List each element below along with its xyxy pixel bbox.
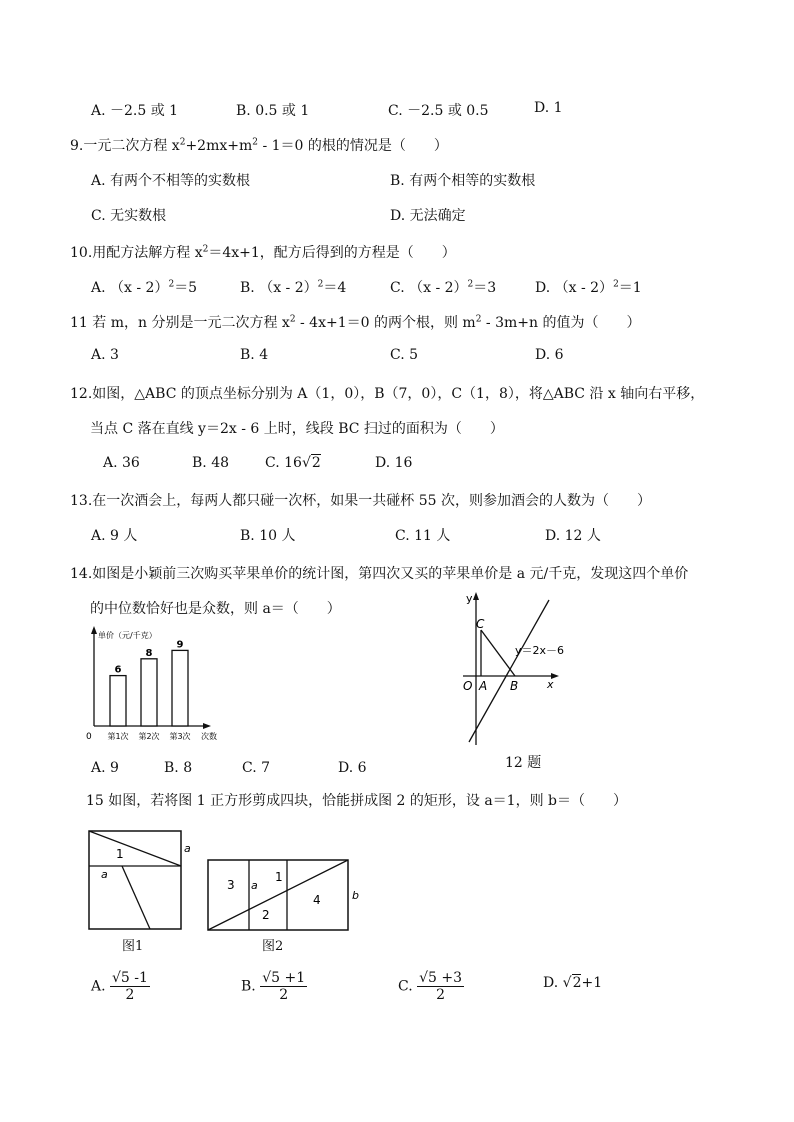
fig12-line-label: y＝2x－6 [515, 644, 565, 657]
q12-option-a: A. 36 [103, 455, 140, 471]
y-axis-arrow-icon [473, 592, 479, 600]
q13-option-a: A. 9 人 [91, 528, 138, 544]
q13-option-c: C. 11 人 [395, 528, 451, 544]
q10-stem: 10.用配方法解方程 $x^2=4x+1$，配方后得到的方程是（ ） [70, 244, 456, 261]
q9-option-c: C. 无实数根 [91, 208, 167, 224]
q9-stem: 9.一元二次方程 $x^2+2mx+m^2 - 1=0$ 的根的情况是（ ） [70, 137, 448, 154]
q11-option-d: D. 6 [535, 347, 564, 363]
chart-x-arrow-icon [203, 723, 211, 729]
fig12-c-label: C [476, 617, 485, 631]
chart-x-label: 次数 [201, 732, 217, 741]
q11-option-a: A. 3 [91, 347, 119, 363]
q12-option-c: C. 16√2 [265, 455, 321, 471]
q10-option-c: C. （x - 2）$^2$＝3 [390, 279, 497, 296]
q13-stem: 13.在一次酒会上，每两人都只碰一次杯，如果一共碰杯 55 次，则参加酒会的人数为（ ） [70, 493, 651, 509]
q10-option-d: D. （x - 2）$^2$＝1 [535, 279, 642, 296]
q14-option-b: B. 8 [164, 760, 193, 776]
fig2-piece-4-label: 4 [313, 893, 321, 907]
q12-coordinate-figure [455, 590, 585, 750]
fig2-b-side-label: b [352, 889, 359, 902]
q15-figure-1 [88, 830, 198, 940]
fig2-caption: 图2 [262, 939, 284, 954]
q13-option-d: D. 12 人 [545, 528, 601, 544]
fig12-x-label: x [547, 678, 554, 691]
fig12-o-label: O [463, 679, 473, 693]
q8-option-a: A. －2.5 或 1 [91, 103, 179, 119]
chart-category-label: 第2次 [138, 732, 160, 741]
fig1-diagonal-cut-bottom [122, 866, 150, 929]
q14-stem-line2: 的中位数恰好也是众数，则 a＝（ ） [90, 601, 341, 617]
q8-option-c: C. －2.5 或 0.5 [388, 103, 489, 119]
chart-data-label: 8 [145, 647, 153, 659]
q10-option-a: A. （x - 2）$^2$＝5 [91, 279, 198, 296]
q12-stem-line1: 12.如图，△ABC 的顶点坐标分别为 A（1，0），B（7，0），C（1，8），将△ABC 沿 x 轴向右平移， [70, 386, 705, 402]
chart-bar [172, 650, 188, 726]
q10-option-b: B. （x - 2）$^2$＝4 [240, 279, 347, 296]
chart-category-label: 第1次 [107, 732, 129, 741]
q9-option-a: A. 有两个不相等的实数根 [91, 173, 251, 189]
q15-figure-2 [205, 857, 365, 937]
q14-option-a: A. 9 [91, 760, 119, 776]
fig2-a-inner-label: a [251, 879, 258, 892]
q14-option-c: C. 7 [242, 760, 271, 776]
fig2-piece-2-label: 2 [262, 908, 270, 922]
q15-option-a: A. $\frac{√5 -1}{2}$ [91, 970, 148, 1003]
chart-data-label: 6 [114, 664, 122, 676]
q12-option-d: D. 16 [375, 455, 413, 471]
chart-y-label: 单价（元/千克） [98, 631, 157, 640]
chart-origin-label: 0 [86, 732, 92, 742]
q11-option-c: C. 5 [390, 347, 419, 363]
q8-option-b: B. 0.5 或 1 [236, 103, 310, 119]
fig1-a-side-label: a [184, 842, 191, 855]
q11-stem: 11 若 m，n 分别是一元二次方程 $x^2 - 4x+1=0$ 的两个根，则 $m^2 - 3m+n$ 的值为（ ） [70, 314, 641, 331]
chart-bar [141, 659, 157, 726]
q13-option-b: B. 10 人 [240, 528, 296, 544]
chart-category-label: 第3次 [169, 732, 191, 741]
q15-option-b: B. $\frac{√5 +1}{2}$ [241, 970, 306, 1003]
fig1-caption: 图1 [122, 939, 144, 954]
q14-stem-line1: 14.如图是小颖前三次购买苹果单价的统计图，第四次又买的苹果单价是 a 元/千克，发现这四个单价 [70, 566, 689, 582]
fig2-piece-1-label: 1 [275, 870, 283, 884]
q12-stem-line2: 当点 C 落在直线 y＝2x - 6 上时，线段 BC 扫过的面积为（ ） [90, 421, 504, 437]
chart-bar [110, 676, 126, 726]
chart-y-arrow-icon [91, 626, 97, 634]
fig1-piece-1-label: 1 [116, 847, 124, 861]
q14-option-d: D. 6 [338, 760, 367, 776]
fig1-a-inner-label: a [101, 868, 108, 881]
fig1-diagonal-cut-top [89, 831, 181, 866]
fig12-b-label: B [510, 679, 519, 693]
q15-option-c: C. $\frac{√5 +3}{2}$ [398, 970, 463, 1003]
fig12-caption: 12 题 [505, 755, 542, 771]
fig2-piece-3-label: 3 [227, 878, 235, 892]
q8-option-d: D. 1 [534, 100, 563, 116]
fig12-y-label: y [466, 592, 473, 605]
q9-option-b: B. 有两个相等的实数根 [390, 173, 536, 189]
q15-stem: 15 如图，若将图 1 正方形剪成四块，恰能拼成图 2 的矩形，设 a＝1，则 b＝（ ） [86, 793, 627, 809]
q11-option-b: B. 4 [240, 347, 269, 363]
fig12-a-label: A [479, 679, 488, 693]
q9-option-d: D. 无法确定 [390, 208, 466, 224]
q15-option-d: D. √2+1 [543, 975, 603, 991]
chart-data-label: 9 [176, 639, 184, 651]
q12-option-b: B. 48 [192, 455, 230, 471]
price-bar-chart [82, 622, 252, 742]
